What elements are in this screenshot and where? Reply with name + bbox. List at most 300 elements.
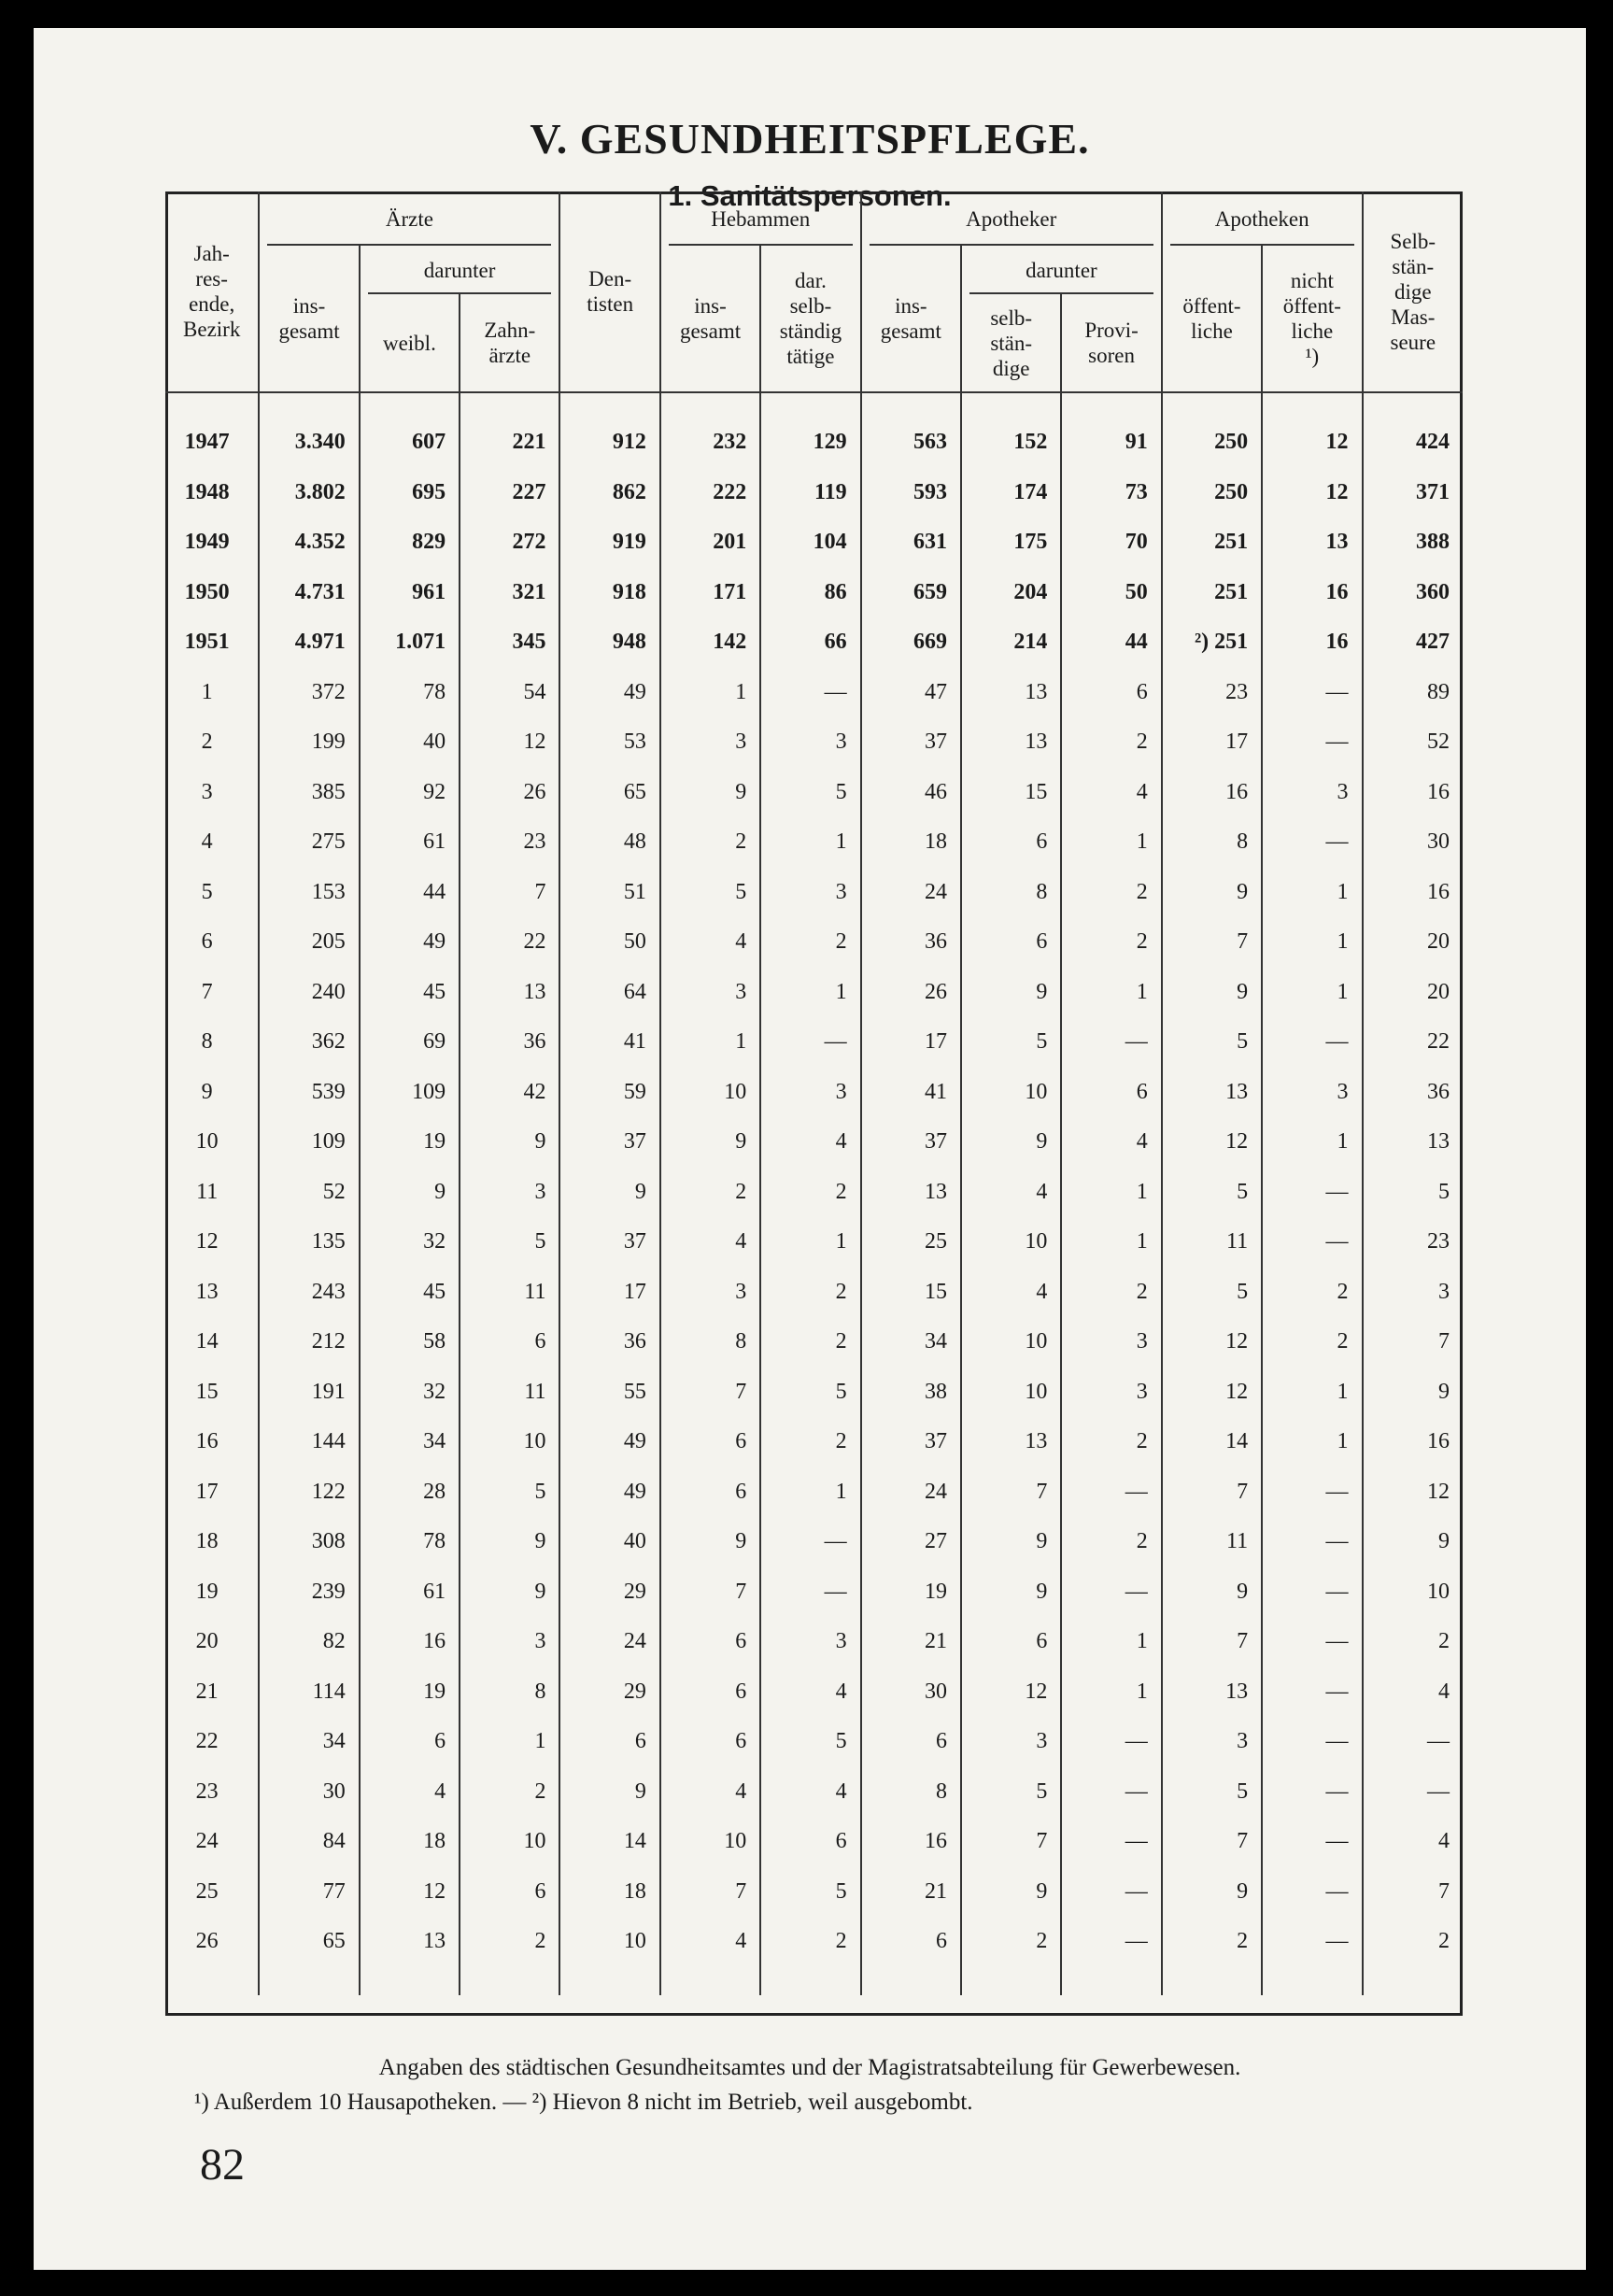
table-cell: 10 xyxy=(961,1217,1061,1268)
table-cell: 11 xyxy=(1162,1217,1262,1268)
header-jahresende: Jah- res- ende, Bezirk xyxy=(183,242,241,341)
table-cell: 7 xyxy=(1162,1617,1262,1667)
table-cell: 32 xyxy=(360,1217,460,1268)
table-cell: 10 xyxy=(460,1417,559,1467)
table-cell: — xyxy=(1262,1017,1362,1068)
table-cell: 4 xyxy=(660,1917,760,1967)
table-cell: 109 xyxy=(259,1117,359,1168)
table-cell: 2 xyxy=(1061,1268,1161,1318)
table-cell: 142 xyxy=(660,617,760,668)
table-cell: 3 xyxy=(460,1617,559,1667)
table-cell: 21 xyxy=(861,1617,961,1667)
table-cell: 240 xyxy=(259,968,359,1018)
table-cell: 54 xyxy=(460,668,559,718)
table-cell: 36 xyxy=(1363,1068,1463,1118)
table-cell: 69 xyxy=(360,1017,460,1068)
table-cell: 13 xyxy=(961,717,1061,768)
table-cell: 12 xyxy=(1363,1467,1463,1518)
table-cell: — xyxy=(1262,1567,1362,1618)
table-cell: 12 xyxy=(1162,1317,1262,1368)
table-cell: 12 xyxy=(460,717,559,768)
table-cell: 13 xyxy=(961,1417,1061,1467)
table-cell: 3 xyxy=(760,1068,860,1118)
row-label: 7 xyxy=(201,979,213,1004)
table-cell: 7 xyxy=(1162,917,1262,968)
table-cell: 659 xyxy=(861,568,961,618)
table-cell: 6 xyxy=(1061,1068,1161,1118)
table-cell: 104 xyxy=(760,517,860,568)
table-cell: 360 xyxy=(1363,568,1463,618)
table-cell: 2 xyxy=(760,1317,860,1368)
table-cell: 12 xyxy=(1262,468,1362,518)
table-row xyxy=(165,1817,1463,1867)
table-cell: 109 xyxy=(360,1068,460,1118)
table-cell: 50 xyxy=(559,917,659,968)
table-cell: 16 xyxy=(1363,1417,1463,1467)
table-cell: 3 xyxy=(1162,1717,1262,1767)
table-cell: 5 xyxy=(1162,1767,1262,1818)
row-label: 1 xyxy=(201,679,213,704)
table-cell: 37 xyxy=(559,1117,659,1168)
table-cell: 7 xyxy=(1363,1867,1463,1918)
table-row xyxy=(165,1767,1463,1818)
table-cell: 6 xyxy=(460,1317,559,1368)
table-row xyxy=(165,1467,1463,1518)
table-row xyxy=(165,418,1463,468)
table-cell: 49 xyxy=(559,1417,659,1467)
table-cell: 86 xyxy=(760,568,860,618)
table-cell: 18 xyxy=(861,817,961,868)
table-cell: 919 xyxy=(559,517,659,568)
table-cell: 34 xyxy=(259,1717,359,1767)
table-cell: 65 xyxy=(559,768,659,818)
table-cell: 37 xyxy=(861,1117,961,1168)
table-cell: 2 xyxy=(1061,917,1161,968)
table-cell: 9 xyxy=(961,1117,1061,1168)
row-label: 16 xyxy=(195,1429,219,1454)
table-cell: 82 xyxy=(259,1617,359,1667)
table-cell: — xyxy=(1061,1567,1161,1618)
table-cell: 26 xyxy=(460,768,559,818)
table-cell: 362 xyxy=(259,1017,359,1068)
table-cell: 862 xyxy=(559,468,659,518)
table-cell: — xyxy=(1061,1917,1161,1967)
table-cell: 5 xyxy=(460,1467,559,1518)
table-cell: 7 xyxy=(1363,1317,1463,1368)
table-cell: 24 xyxy=(559,1617,659,1667)
table-cell: 424 xyxy=(1363,418,1463,468)
header-zahnaerzte: Zahn- ärzte xyxy=(460,294,559,392)
table-cell: 6 xyxy=(360,1717,460,1767)
row-label: 22 xyxy=(195,1729,219,1754)
table-cell: 2 xyxy=(760,1268,860,1318)
row-label: 13 xyxy=(195,1279,219,1304)
table-cell: 36 xyxy=(861,917,961,968)
table-cell: 58 xyxy=(360,1317,460,1368)
table-cell: 7 xyxy=(660,1567,760,1618)
header-aerzte: Ärzte xyxy=(259,191,559,246)
footnotes: ¹) Außerdem 10 Hausapotheken. — ²) Hievon 8 nicht im Betrieb, weil ausgebombt. xyxy=(194,2090,973,2115)
table-row xyxy=(165,1917,1463,1967)
table-cell: 25 xyxy=(861,1217,961,1268)
table-cell: 829 xyxy=(360,517,460,568)
table-cell: 22 xyxy=(1363,1017,1463,1068)
table-cell: 175 xyxy=(961,517,1061,568)
table-spacer-row xyxy=(165,1967,1463,1995)
table-row xyxy=(165,1217,1463,1268)
table-row xyxy=(165,1068,1463,1118)
table-cell: 3 xyxy=(760,868,860,918)
table-cell: 2 xyxy=(1262,1268,1362,1318)
table-cell: 30 xyxy=(259,1767,359,1818)
table-cell: 961 xyxy=(360,568,460,618)
table-cell: 4 xyxy=(360,1767,460,1818)
table-cell: 7 xyxy=(1162,1817,1262,1867)
table-cell: 3 xyxy=(660,717,760,768)
table-cell: 6 xyxy=(961,1617,1061,1667)
table-cell: — xyxy=(1262,668,1362,718)
table-cell: 5 xyxy=(1162,1017,1262,1068)
table-cell: 13 xyxy=(1162,1667,1262,1718)
table-cell: 214 xyxy=(961,617,1061,668)
table-cell: 3.802 xyxy=(259,468,359,518)
table-cell: 5 xyxy=(660,868,760,918)
table-cell: 9 xyxy=(1162,1867,1262,1918)
table-cell: 22 xyxy=(460,917,559,968)
table-cell: 1 xyxy=(1262,1368,1362,1418)
table-cell: 12 xyxy=(1162,1117,1262,1168)
table-row xyxy=(165,668,1463,718)
table-cell: 948 xyxy=(559,617,659,668)
table-cell: 2 xyxy=(760,1168,860,1218)
table-cell: 5 xyxy=(961,1767,1061,1818)
table-cell: 6 xyxy=(660,1617,760,1667)
table-cell: 9 xyxy=(660,1517,760,1567)
table-cell: 34 xyxy=(861,1317,961,1368)
table-cell: 2 xyxy=(760,1417,860,1467)
table-cell: 1 xyxy=(1262,868,1362,918)
table-cell: 16 xyxy=(1262,617,1362,668)
table-cell: 9 xyxy=(961,968,1061,1018)
table-cell: 36 xyxy=(460,1017,559,1068)
table-cell: 372 xyxy=(259,668,359,718)
table-cell: 272 xyxy=(460,517,559,568)
table-cell: 51 xyxy=(559,868,659,918)
table-cell: 2 xyxy=(1061,868,1161,918)
table-cell: 78 xyxy=(360,1517,460,1567)
table-cell: — xyxy=(760,1017,860,1068)
table-cell: 40 xyxy=(559,1517,659,1567)
table-cell: 250 xyxy=(1162,418,1262,468)
table-cell: 44 xyxy=(360,868,460,918)
table-cell: 4 xyxy=(760,1767,860,1818)
table-cell: 19 xyxy=(861,1567,961,1618)
table-cell: 9 xyxy=(559,1767,659,1818)
table-cell: 29 xyxy=(559,1667,659,1718)
table-cell: 7 xyxy=(660,1368,760,1418)
table-cell: 40 xyxy=(360,717,460,768)
table-cell: 1 xyxy=(1262,1417,1362,1467)
table-cell: 46 xyxy=(861,768,961,818)
table-cell: 8 xyxy=(861,1767,961,1818)
table-cell: 6 xyxy=(660,1467,760,1518)
table-cell: 73 xyxy=(1061,468,1161,518)
table-cell: 9 xyxy=(360,1168,460,1218)
table-cell: 6 xyxy=(559,1717,659,1767)
row-label: 11 xyxy=(196,1179,219,1204)
table-cell: 37 xyxy=(861,717,961,768)
table-cell: 5 xyxy=(1363,1168,1463,1218)
table-cell: 227 xyxy=(460,468,559,518)
table-cell: 15 xyxy=(861,1268,961,1318)
table-cell: 5 xyxy=(1162,1168,1262,1218)
table-cell: 30 xyxy=(1363,817,1463,868)
table-row xyxy=(165,868,1463,918)
row-label: 5 xyxy=(201,879,213,904)
table-row xyxy=(165,717,1463,768)
table-cell: — xyxy=(1262,1867,1362,1918)
table-cell: 3 xyxy=(961,1717,1061,1767)
table-cell: — xyxy=(1061,1867,1161,1918)
table-cell: 17 xyxy=(1162,717,1262,768)
table-cell: 388 xyxy=(1363,517,1463,568)
page-title: V. GESUNDHEITSPFLEGE. xyxy=(530,115,1090,163)
table-cell: 89 xyxy=(1363,668,1463,718)
table-cell: — xyxy=(1262,1217,1362,1268)
table-cell: 5 xyxy=(1162,1268,1262,1318)
table-cell: 10 xyxy=(460,1817,559,1867)
table-cell: 10 xyxy=(961,1368,1061,1418)
row-label: 3 xyxy=(201,779,213,804)
row-label: 8 xyxy=(201,1029,213,1055)
table-cell: 251 xyxy=(1162,568,1262,618)
table-cell: 4.731 xyxy=(259,568,359,618)
table-cell: — xyxy=(1262,817,1362,868)
header-weibl: weibl. xyxy=(360,294,460,392)
table-cell: 9 xyxy=(961,1867,1061,1918)
table-row xyxy=(165,1017,1463,1068)
table-cell: 1 xyxy=(760,968,860,1018)
header-aerzte-insgesamt: ins- gesamt xyxy=(259,246,359,392)
table-cell: 24 xyxy=(861,868,961,918)
table-cell: 1 xyxy=(760,1467,860,1518)
table-body xyxy=(165,392,1463,1995)
table-cell: 6 xyxy=(660,1417,760,1467)
table-cell: 912 xyxy=(559,418,659,468)
table-cell: 64 xyxy=(559,968,659,1018)
row-label: 19 xyxy=(195,1579,219,1604)
row-label: 12 xyxy=(195,1229,219,1254)
table-cell: 19 xyxy=(360,1117,460,1168)
row-label: 10 xyxy=(195,1129,219,1155)
table-cell: 918 xyxy=(559,568,659,618)
row-label: 21 xyxy=(195,1679,219,1704)
row-label: 1948 xyxy=(184,479,230,504)
table-row xyxy=(165,968,1463,1018)
table-cell: 78 xyxy=(360,668,460,718)
table-cell: 44 xyxy=(1061,617,1161,668)
table-cell: 10 xyxy=(961,1068,1061,1118)
table-cell: — xyxy=(1262,1617,1362,1667)
table-cell: 4 xyxy=(660,1217,760,1268)
row-label: 18 xyxy=(195,1529,219,1554)
table-cell: 26 xyxy=(861,968,961,1018)
table-cell: 6 xyxy=(660,1667,760,1718)
table-cell: 59 xyxy=(559,1068,659,1118)
row-label: 9 xyxy=(201,1079,213,1104)
table-cell: 9 xyxy=(460,1117,559,1168)
table-row xyxy=(165,1517,1463,1567)
table-cell: 50 xyxy=(1061,568,1161,618)
table-cell: 17 xyxy=(861,1017,961,1068)
table-cell: 3 xyxy=(1262,1068,1362,1118)
table-cell: 37 xyxy=(861,1417,961,1467)
table-cell: 91 xyxy=(1061,418,1161,468)
table-cell: 3 xyxy=(660,968,760,1018)
table-cell: 66 xyxy=(760,617,860,668)
table-cell: 13 xyxy=(961,668,1061,718)
table-cell: 9 xyxy=(1162,868,1262,918)
table-cell: 61 xyxy=(360,1567,460,1618)
table-row xyxy=(165,468,1463,518)
table-cell: 607 xyxy=(360,418,460,468)
table-cell: 16 xyxy=(1162,768,1262,818)
table-cell: 7 xyxy=(660,1867,760,1918)
table-cell: 2 xyxy=(460,1767,559,1818)
table-cell: 37 xyxy=(559,1217,659,1268)
table-cell: 1 xyxy=(1061,1168,1161,1218)
table-cell: 593 xyxy=(861,468,961,518)
header-hebammen-selbststaendig: dar. selb- ständig tätige xyxy=(760,246,860,392)
table-cell: — xyxy=(1262,1817,1362,1867)
table-cell: 2 xyxy=(660,1168,760,1218)
header-hebammen: Hebammen xyxy=(660,191,861,246)
table-cell: 47 xyxy=(861,668,961,718)
table-cell: 1 xyxy=(660,668,760,718)
table-cell: 222 xyxy=(660,468,760,518)
table-cell: 3 xyxy=(1262,768,1362,818)
table-cell: 1 xyxy=(760,817,860,868)
table-cell: 70 xyxy=(1061,517,1161,568)
table-cell: — xyxy=(1363,1767,1463,1818)
table-cell: 3 xyxy=(460,1168,559,1218)
table-row xyxy=(165,617,1463,668)
table-cell: — xyxy=(1262,1467,1362,1518)
table-cell: 204 xyxy=(961,568,1061,618)
table-cell: 10 xyxy=(660,1068,760,1118)
table-cell: 9 xyxy=(961,1567,1061,1618)
table-cell: 119 xyxy=(760,468,860,518)
table-cell: 8 xyxy=(1162,817,1262,868)
table-header xyxy=(165,191,1463,392)
table-cell: 7 xyxy=(460,868,559,918)
table-cell: 23 xyxy=(1162,668,1262,718)
table-cell: — xyxy=(760,1567,860,1618)
table-cell: 1 xyxy=(1061,1667,1161,1718)
table-cell: 144 xyxy=(259,1417,359,1467)
table-cell: 41 xyxy=(559,1017,659,1068)
table-cell: ²) 251 xyxy=(1162,617,1262,668)
table-cell: 45 xyxy=(360,1268,460,1318)
table-row xyxy=(165,1867,1463,1918)
table-cell: 2 xyxy=(1262,1317,1362,1368)
table-cell: 695 xyxy=(360,468,460,518)
row-label: 14 xyxy=(195,1329,219,1354)
table-cell: 10 xyxy=(1363,1567,1463,1618)
table-cell: 23 xyxy=(1363,1217,1463,1268)
table-cell: 5 xyxy=(760,1368,860,1418)
table-cell: 174 xyxy=(961,468,1061,518)
table-cell: 84 xyxy=(259,1817,359,1867)
table-cell: 61 xyxy=(360,817,460,868)
table-cell: 36 xyxy=(559,1317,659,1368)
table-cell: 55 xyxy=(559,1368,659,1418)
row-label: 17 xyxy=(195,1479,219,1504)
row-label: 1947 xyxy=(184,430,230,455)
table-cell: 4 xyxy=(660,1767,760,1818)
row-label: 1951 xyxy=(184,630,230,655)
table-row xyxy=(165,1317,1463,1368)
table-cell: 8 xyxy=(660,1317,760,1368)
table-cell: 3.340 xyxy=(259,418,359,468)
sanitaetspersonen-table xyxy=(165,191,1463,1995)
table-cell: 6 xyxy=(861,1917,961,1967)
table-row xyxy=(165,1268,1463,1318)
table-cell: 20 xyxy=(1363,917,1463,968)
header-provisoren: Provi- soren xyxy=(1061,294,1161,392)
header-apotheker-darunter: darunter xyxy=(961,246,1162,294)
table-cell: 14 xyxy=(1162,1417,1262,1467)
table-cell: 4 xyxy=(1061,768,1161,818)
header-apotheker: Apotheker xyxy=(861,191,1162,246)
table-cell: 1 xyxy=(1262,917,1362,968)
table-cell: 17 xyxy=(559,1268,659,1318)
table-cell: 27 xyxy=(861,1517,961,1567)
table-row xyxy=(165,1617,1463,1667)
table-cell: 20 xyxy=(1363,968,1463,1018)
row-label: 1950 xyxy=(184,579,230,604)
row-label: 25 xyxy=(195,1878,219,1904)
table-cell: 152 xyxy=(961,418,1061,468)
table-cell: 129 xyxy=(760,418,860,468)
table-cell: 2 xyxy=(460,1917,559,1967)
table-row xyxy=(165,1168,1463,1218)
table-cell: 92 xyxy=(360,768,460,818)
table-cell: 28 xyxy=(360,1467,460,1518)
table-cell: 4 xyxy=(1363,1817,1463,1867)
table-cell: 10 xyxy=(660,1817,760,1867)
table-cell: 4.971 xyxy=(259,617,359,668)
table-cell: 321 xyxy=(460,568,559,618)
table-cell: 9 xyxy=(1363,1368,1463,1418)
source-note: Angaben des städtischen Gesundheitsamtes und der Magistratsabteilung für Gewerbewesen. xyxy=(378,2055,1241,2080)
table-cell: 12 xyxy=(1262,418,1362,468)
table-cell: 191 xyxy=(259,1368,359,1418)
table-cell: — xyxy=(760,668,860,718)
table-cell: 49 xyxy=(559,668,659,718)
table-cell: 4 xyxy=(961,1168,1061,1218)
table-cell: 52 xyxy=(259,1168,359,1218)
header-hebammen-insgesamt: ins- gesamt xyxy=(660,246,760,392)
table-cell: 243 xyxy=(259,1268,359,1318)
header-selbstaendige: selb- stän- dige xyxy=(961,294,1061,392)
table-cell: 4 xyxy=(760,1667,860,1718)
table-cell: 2 xyxy=(1363,1617,1463,1667)
table-cell: 34 xyxy=(360,1417,460,1467)
table-cell: 201 xyxy=(660,517,760,568)
table-cell: — xyxy=(1262,1717,1362,1767)
table-cell: — xyxy=(1262,1767,1362,1818)
